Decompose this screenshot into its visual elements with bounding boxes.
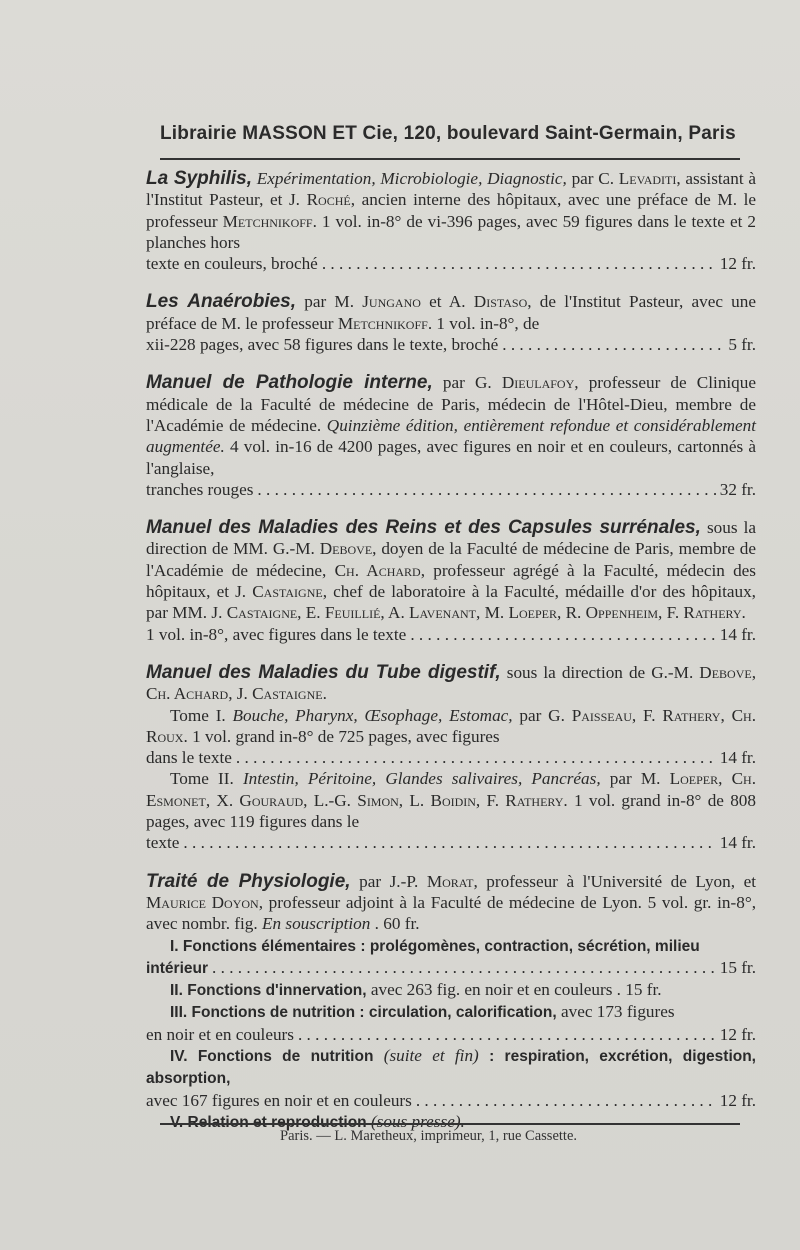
author: Metchnikoff [222, 211, 313, 231]
entry-anaerobies [146, 291, 756, 355]
leader-dots [322, 253, 716, 274]
price: 15 fr. [719, 957, 756, 977]
entry-text: texte [146, 833, 180, 853]
entry-syphilis [146, 168, 756, 274]
price: 5 fr. [728, 335, 756, 355]
entry-pathologie-interne [146, 372, 756, 500]
entry-text: par M. [296, 292, 363, 312]
entry-text: . [322, 684, 327, 704]
publisher-header: Librairie MASSON ET Cie, 120, boulevard Saint-Germain, Paris [160, 123, 736, 144]
entry-text: . 60 fr. [370, 914, 420, 934]
top-rule [160, 158, 740, 160]
entry-text: , de l'Institut Pasteur, avec une préface de M. le professeur [146, 292, 756, 333]
volume-title: IV. Fonctions de nutrition [170, 1047, 374, 1065]
tome-1 [146, 705, 756, 748]
price-line [146, 1090, 756, 1111]
entry-text: sous la direction de G.-M. [500, 662, 700, 682]
leader-dots [183, 832, 715, 853]
author: Castaigne, E. Feuillié, A. Lavenant, M. Loeper, R. Oppenheim, F. Rathery [226, 603, 742, 623]
author: Jungano [362, 292, 421, 312]
price-line [146, 1024, 756, 1045]
author: Loeper, Ch. Esmonet, X. Gouraud, L.-G. Simon, L. Boidin, F. Rathery [146, 769, 756, 810]
price: 12 fr. [719, 1024, 756, 1044]
author: Debove, Ch. Achard, J. Castaigne [146, 662, 757, 704]
entry-tube-digestif [146, 662, 756, 854]
entry-text: par G. [512, 705, 572, 725]
entry-title: Manuel de Pathologie interne, [146, 372, 433, 394]
volume-title: : respiration, excrétion, digestion, absorption, [146, 1047, 756, 1088]
entry-text: texte en couleurs, broché [146, 254, 318, 274]
price: 32 fr. [719, 479, 756, 499]
entry-title: La Syphilis, [146, 168, 253, 189]
author: Paisseau, F. Rathery, Ch. Roux [146, 705, 756, 746]
tome-2 [146, 768, 756, 832]
volume-title: intérieur [146, 959, 209, 977]
entry-text: par C. [571, 169, 619, 188]
bottom-rule [160, 1123, 740, 1125]
price: 12 fr. [719, 1090, 756, 1110]
entry-text: , professeur à l'Université de Lyon, et [473, 871, 757, 891]
price-line [146, 479, 756, 500]
volume-4 [146, 1045, 756, 1090]
volume-note: (sous presse). [370, 1111, 465, 1131]
leader-dots [410, 624, 715, 645]
price: 14 fr. [719, 748, 756, 768]
price-line [146, 253, 756, 274]
entry-text: par J.-P. [350, 871, 427, 891]
entry-text: , chef de laboratoire à la Faculté, médaille d'or des hôpitaux, par MM. J. [146, 582, 756, 623]
entry-text: , professeur adjoint à la Faculté de médecine de Lyon. 5 vol. gr. in-8°, avec nombr. fig. [146, 892, 756, 934]
volume-title: III. Fonctions de nutrition : circulation, calorification, [170, 1004, 557, 1022]
entry-title: Manuel des Maladies du Tube digestif, [146, 661, 501, 683]
entry-title: Traité de Physiologie, [146, 870, 351, 892]
entry-title: Manuel des Maladies des Reins et des Capsules surrénales, [146, 517, 701, 539]
author: Levaditi [618, 169, 677, 188]
volume-title: V. Relation et reproduction [170, 1113, 367, 1131]
leader-dots [298, 1024, 716, 1045]
entry-text: , assistant à l'Institut Pasteur, et J. [146, 169, 757, 210]
entry-text: et A. [420, 292, 474, 312]
entry-maladies-reins [146, 517, 756, 645]
tome-label: Tome I. [170, 705, 233, 725]
entry-title: Les Anaérobies, [146, 291, 297, 313]
entry-text: tranches rouges [146, 479, 254, 499]
entry-text: 4 vol. in-16 de 4200 pages, avec figures en noir et en couleurs, cartonnés à l'anglaise, [146, 437, 756, 478]
tome-label: Tome II. [170, 769, 243, 789]
price: 12 fr. [719, 254, 756, 274]
volume-title: II. Fonctions d'innervation, [170, 982, 367, 1000]
volume-1 [146, 935, 756, 957]
entry-text: . 1 vol. in-8° de vi-396 pages, avec 59 figures dans le texte et 2 planches hors [146, 211, 756, 252]
author: Ch. Achard [334, 560, 421, 580]
author: Morat [426, 871, 474, 891]
entry-text: , professeur de Clinique médicale de la Faculté de médecine de Paris, médecin de l'Hôtel-Dieu, membre de l'Académie de médecine. [146, 373, 757, 435]
volume-2 [146, 979, 756, 1001]
volume-note: (suite et fin) [383, 1045, 479, 1065]
entry-text: par G. [432, 373, 502, 393]
leader-dots [416, 1090, 716, 1111]
entry-text: . 1 vol. grand in-8° de 725 pages, avec figures [183, 726, 500, 746]
author: Maurice Doyon [146, 892, 259, 912]
entry-traite-physiologie [146, 871, 756, 1134]
leader-dots [257, 479, 715, 500]
volume-title: I. Fonctions élémentaires : prolégomènes, contraction, sécrétion, milieu [170, 937, 700, 955]
entry-subtitle: Expérimentation, Microbiologie, Diagnostic, [256, 169, 567, 188]
price-line [146, 747, 756, 768]
catalog-content [146, 168, 756, 1150]
author: Castaigne [252, 582, 323, 602]
price-line [146, 832, 756, 853]
entry-text: en noir et en couleurs [146, 1024, 294, 1044]
price-line [146, 957, 756, 979]
entry-text: par M. [600, 769, 670, 789]
entry-text: avec 173 figures [556, 1002, 675, 1022]
printer-footer: Paris. — L. Maretheux, imprimeur, 1, rue Cassette. [280, 1128, 578, 1144]
tome-subject: Bouche, Pharynx, Œsophage, Estomac, [232, 705, 513, 725]
edition-note: Quinzième édition, entièrement refondue et considérablement augmentée. [146, 415, 756, 457]
author: Roché [306, 190, 351, 210]
entry-text: . 1 vol. grand in-8° de 808 pages, avec 119 figures dans le [146, 790, 756, 832]
entry-text: xii-228 pages, avec 58 figures dans le texte, broché [146, 335, 499, 355]
leader-dots [236, 747, 716, 768]
price: 14 fr. [719, 624, 756, 644]
price-line [146, 334, 756, 355]
entry-text: , doyen de la Faculté de médecine de Paris, membre de l'Académie de médecine, [146, 539, 757, 580]
entry-text: avec 167 figures en noir et en couleurs [146, 1090, 412, 1110]
volume-3 [146, 1001, 756, 1023]
author: Distaso [473, 292, 528, 312]
author: Metchnikoff [337, 313, 428, 333]
price: 14 fr. [719, 833, 756, 853]
entry-text: sous la direction de MM. G.-M. [146, 518, 757, 559]
leader-dots [502, 334, 724, 355]
author: Dieulafoy [501, 373, 575, 393]
tome-subject: Intestin, Péritoine, Glandes salivaires, Pancréas, [242, 769, 601, 789]
price-line [146, 624, 756, 645]
entry-text: dans le texte [146, 748, 232, 768]
entry-text: 1 vol. in-8°, avec figures dans le texte [146, 624, 407, 644]
entry-text: avec 263 fig. en noir et en couleurs . 15 fr. [366, 980, 662, 1000]
entry-text: , professeur agrégé à la Faculté, médecin des hôpitaux, et J. [146, 560, 756, 602]
entry-text: . 1 vol. in-8°, de [427, 313, 540, 333]
leader-dots [212, 957, 716, 978]
subscription-note: En souscription [261, 914, 371, 934]
entry-text: , ancien interne des hôpitaux, avec une préface de M. le professeur [146, 190, 757, 231]
entry-text: . [741, 603, 746, 623]
author: Debove [319, 539, 373, 559]
